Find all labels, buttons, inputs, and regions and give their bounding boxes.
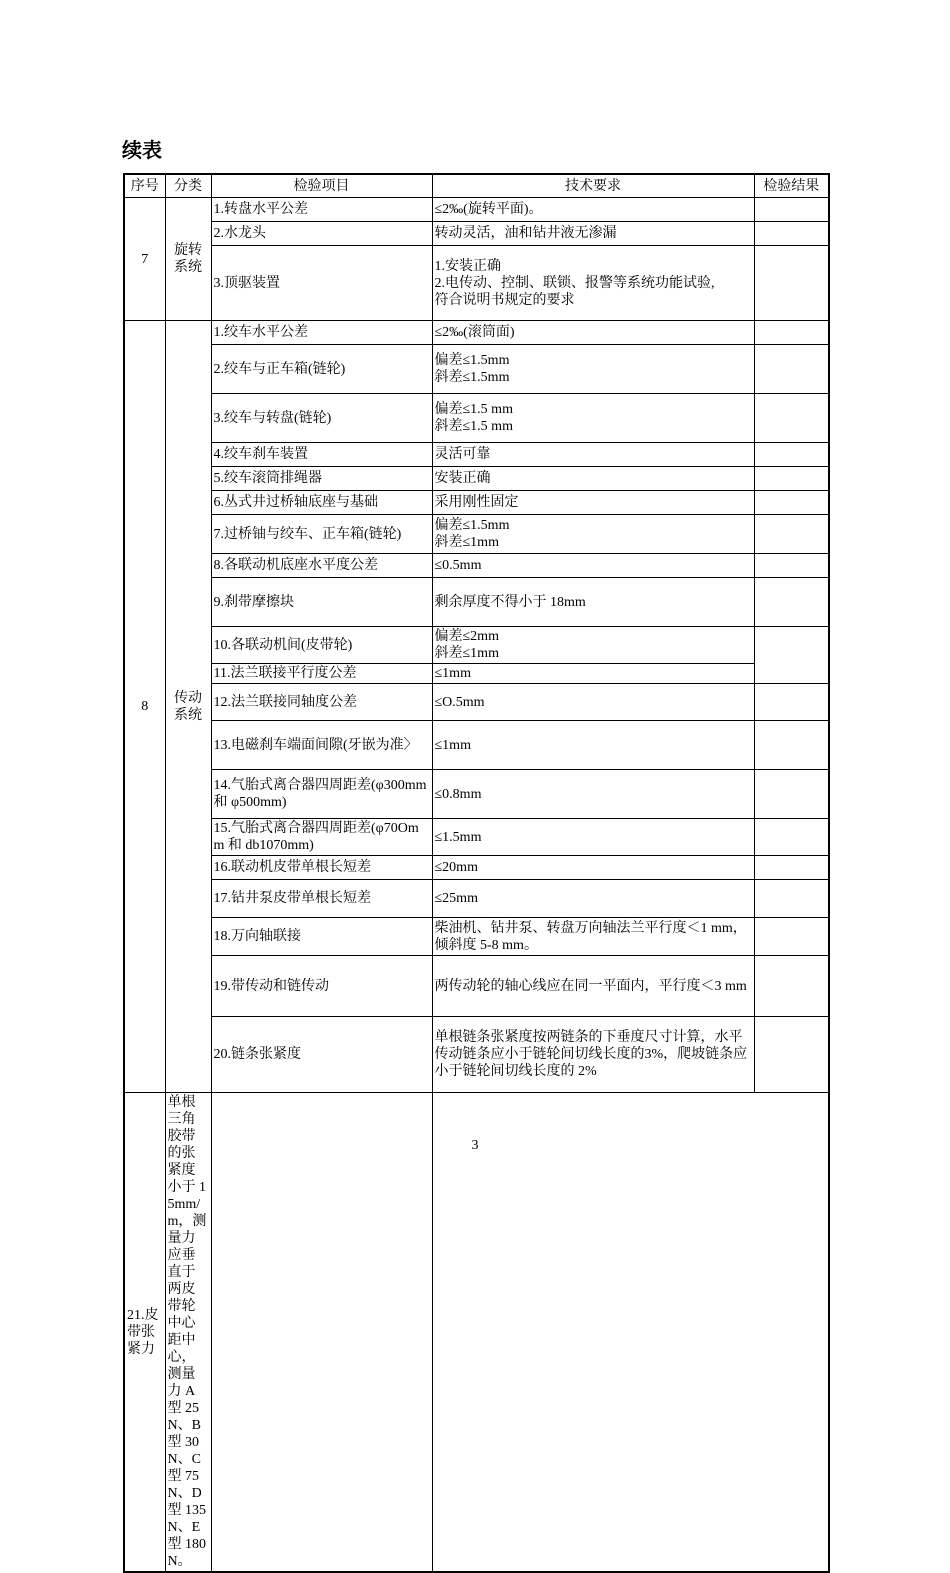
requirement-cell bbox=[432, 856, 754, 880]
item-cell: 20.链条张紧度 bbox=[211, 1017, 432, 1093]
requirement-line: 斜差≤1mm bbox=[434, 535, 499, 550]
seq-cell: 7 bbox=[124, 198, 165, 321]
table-row bbox=[124, 345, 829, 394]
requirement-line: 偏差≤1.5mm bbox=[434, 353, 510, 368]
result-cell bbox=[754, 443, 829, 467]
requirement-cell bbox=[432, 554, 754, 578]
item-cell: 12.法兰联接同轴度公差 bbox=[211, 684, 432, 721]
item-cell: 21.皮带张紧力 bbox=[124, 1093, 165, 1573]
requirement-line: ≤O.5mm bbox=[434, 694, 485, 710]
requirement-line: 剩余厚度不得小于 18mm bbox=[434, 594, 586, 610]
requirement-line: 转动灵活，油和钻井液无渗漏 bbox=[434, 226, 617, 241]
table-row bbox=[124, 956, 829, 1017]
result-cell bbox=[754, 515, 829, 554]
requirement-line: 偏差≤1.5 mm bbox=[434, 402, 513, 417]
result-cell bbox=[754, 554, 829, 578]
table-row bbox=[124, 627, 829, 664]
item-cell: 9.刹带摩擦块 bbox=[211, 578, 432, 627]
table-row bbox=[124, 721, 829, 770]
requirement-cell bbox=[432, 578, 754, 627]
table-row bbox=[124, 321, 829, 345]
requirement-line: 柴油机、钻井泵、转盘万向轴法兰平行度＜1 mm，倾斜度 5-8 mm。 bbox=[434, 920, 747, 953]
item-cell: 6.丛式井过桥轴底座与基础 bbox=[211, 491, 432, 515]
item-cell: 2.水龙头 bbox=[211, 222, 432, 246]
requirement-line: 偏差≤2mm bbox=[434, 629, 499, 644]
requirement-line: ≤2‰(旋转平面)。 bbox=[434, 202, 543, 217]
requirement-line: 采用刚性固定 bbox=[434, 495, 519, 510]
table-row bbox=[124, 491, 829, 515]
requirement-line: 灵活可靠 bbox=[434, 447, 491, 462]
requirement-cell bbox=[432, 1017, 754, 1093]
requirement-line: 偏差≤1.5mm bbox=[434, 518, 510, 533]
table-row bbox=[124, 578, 829, 627]
requirement-line: ≤25mm bbox=[434, 891, 478, 906]
requirement-line: ≤0.5mm bbox=[434, 558, 482, 573]
requirement-cell bbox=[432, 770, 754, 819]
result-cell bbox=[754, 856, 829, 880]
table-row bbox=[124, 246, 829, 321]
result-cell bbox=[754, 198, 829, 222]
requirement-line: 1.安装正确 bbox=[434, 258, 501, 274]
item-cell: 8.各联动机底座水平度公差 bbox=[211, 554, 432, 578]
table-row bbox=[124, 664, 829, 684]
requirement-cell bbox=[165, 1093, 211, 1573]
item-cell: 13.电磁刹车端面间隙(牙嵌为准〉 bbox=[211, 721, 432, 770]
result-cell bbox=[211, 1093, 432, 1573]
item-cell: 4.绞车刹车装置 bbox=[211, 443, 432, 467]
table-row bbox=[124, 856, 829, 880]
requirement-cell bbox=[432, 721, 754, 770]
result-cell bbox=[754, 1017, 829, 1093]
table-row bbox=[124, 515, 829, 554]
item-cell: 1.绞车水平公差 bbox=[211, 321, 432, 345]
requirement-line: 斜差≤1.5 mm bbox=[434, 419, 513, 434]
item-cell: 18.万向轴联接 bbox=[211, 918, 432, 956]
item-cell: 3.顶驱装置 bbox=[211, 246, 432, 321]
result-cell bbox=[754, 222, 829, 246]
requirement-cell bbox=[432, 684, 754, 721]
result-cell bbox=[754, 467, 829, 491]
requirement-cell bbox=[432, 321, 754, 345]
requirement-line: 2.电传动、控制、联锁、报警等系统功能试验, bbox=[434, 275, 715, 291]
item-cell: 5.绞车滚筒排绳器 bbox=[211, 467, 432, 491]
header-category: 分类 bbox=[165, 174, 211, 198]
table-row bbox=[124, 467, 829, 491]
result-cell bbox=[754, 394, 829, 443]
table-row bbox=[124, 198, 829, 222]
item-cell: 7.过桥铀与绞车、正车箱(链轮) bbox=[211, 515, 432, 554]
item-cell: 1.转盘水平公差 bbox=[211, 198, 432, 222]
table-row bbox=[124, 1093, 829, 1573]
table-row bbox=[124, 554, 829, 578]
category-cell: 旋转系统 bbox=[165, 198, 211, 321]
result-cell bbox=[754, 345, 829, 394]
requirement-line: 两传动轮的轴心线应在同一平面内，平行度＜3 mm bbox=[434, 978, 747, 994]
result-cell bbox=[754, 491, 829, 515]
result-cell bbox=[754, 578, 829, 627]
requirement-cell bbox=[432, 394, 754, 443]
item-cell: 11.法兰联接平行度公差 bbox=[211, 664, 432, 684]
result-cell bbox=[754, 246, 829, 321]
item-cell: 15.气胎式离合器四周距差(φ70Omm 和 db1070mm) bbox=[211, 819, 432, 856]
result-cell bbox=[754, 918, 829, 956]
requirement-cell bbox=[432, 345, 754, 394]
seq-cell: 8 bbox=[124, 321, 165, 1093]
page-heading: 续表 bbox=[122, 140, 162, 162]
table-row bbox=[124, 770, 829, 819]
header-requirement: 技术要求 bbox=[432, 174, 754, 198]
item-cell: 2.绞车与正车箱(链轮) bbox=[211, 345, 432, 394]
requirement-line: ≤20mm bbox=[434, 860, 478, 875]
header-result: 检验结果 bbox=[754, 174, 829, 198]
requirement-cell bbox=[432, 956, 754, 1017]
table-row bbox=[124, 880, 829, 918]
requirement-cell bbox=[432, 880, 754, 918]
result-cell bbox=[754, 956, 829, 1017]
table-body bbox=[124, 198, 829, 1573]
result-cell bbox=[754, 627, 829, 684]
header-seq: 序号 bbox=[124, 174, 165, 198]
result-cell bbox=[754, 684, 829, 721]
requirement-cell bbox=[432, 443, 754, 467]
requirement-cell bbox=[432, 515, 754, 554]
requirement-cell bbox=[432, 819, 754, 856]
requirement-cell bbox=[432, 246, 754, 321]
item-cell: 16.联动机皮带单根长短差 bbox=[211, 856, 432, 880]
requirement-cell bbox=[432, 222, 754, 246]
item-cell: 19.带传动和链传动 bbox=[211, 956, 432, 1017]
requirement-line: 单根三角胶带的张紧度小于 15mm/m，测量力应垂直于两皮带轮中心距中心，测量力 A 型 25N、B 型 30N、C 型 75N、D 型 135N、E 型 180N。 bbox=[167, 1095, 207, 1569]
table-row bbox=[124, 819, 829, 856]
table-row bbox=[124, 394, 829, 443]
result-cell bbox=[754, 880, 829, 918]
item-cell: 17.钻井泵皮带单根长短差 bbox=[211, 880, 432, 918]
requirement-cell bbox=[432, 918, 754, 956]
table-row bbox=[124, 918, 829, 956]
table-row bbox=[124, 1017, 829, 1093]
result-cell bbox=[754, 721, 829, 770]
requirement-line: 安装正确 bbox=[434, 471, 491, 486]
requirement-line: ≤0.8mm bbox=[434, 786, 482, 802]
requirement-cell bbox=[432, 627, 754, 664]
result-cell bbox=[754, 770, 829, 819]
item-cell: 14.气胎式离合器四周距差(φ300mm 和 φ500mm) bbox=[211, 770, 432, 819]
table-header-row bbox=[124, 174, 829, 198]
result-cell bbox=[754, 321, 829, 345]
header-item: 检验项目 bbox=[211, 174, 432, 198]
requirement-cell bbox=[432, 491, 754, 515]
table-row bbox=[124, 684, 829, 721]
table-row bbox=[124, 222, 829, 246]
category-cell: 传动系统 bbox=[165, 321, 211, 1093]
table-row bbox=[124, 443, 829, 467]
requirement-cell bbox=[432, 467, 754, 491]
requirement-line: ≤1.5mm bbox=[434, 829, 482, 845]
requirement-line: 斜差≤1.5mm bbox=[434, 370, 510, 385]
requirement-line: ≤1mm bbox=[434, 737, 471, 753]
requirement-cell bbox=[432, 664, 754, 684]
item-cell: 10.各联动机间(皮带轮) bbox=[211, 627, 432, 664]
requirement-line: 斜差≤1mm bbox=[434, 646, 499, 661]
requirement-line: ≤1mm bbox=[434, 666, 471, 681]
result-cell bbox=[754, 819, 829, 856]
requirement-line: 单根链条张紧度按两链条的下垂度尺寸计算，水平传动链条应小于链轮间切线长度的3%，爬坡链条应小于链轮间切线长度的 2% bbox=[434, 1030, 748, 1079]
inspection-table bbox=[123, 173, 830, 1573]
page-number: 3 bbox=[471, 1138, 479, 1153]
requirement-line: ≤2‰(滚筒面) bbox=[434, 325, 515, 340]
item-cell: 3.绞车与转盘(链轮) bbox=[211, 394, 432, 443]
requirement-cell bbox=[432, 198, 754, 222]
requirement-line: 符合说明书规定的要求 bbox=[434, 292, 575, 308]
